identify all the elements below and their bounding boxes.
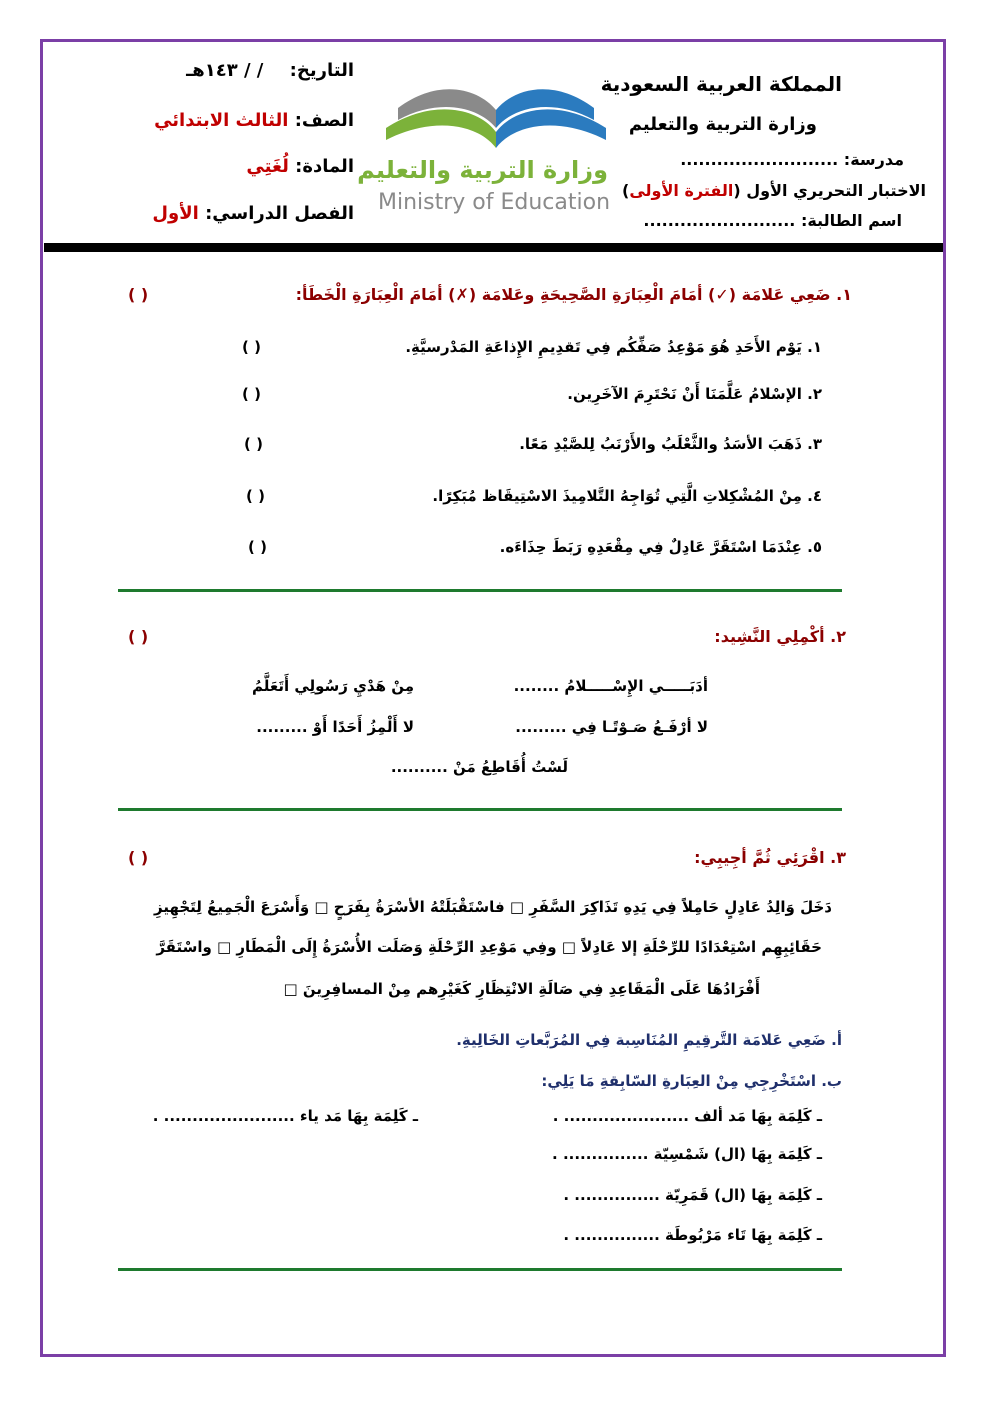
school-label: مدرسة: <box>843 150 904 169</box>
q2-score: ( ) <box>128 627 149 646</box>
b-item-4[interactable]: ـ كَلِمَة بِهَا (ال) قَمَرِيّة ............... . <box>563 1186 822 1204</box>
school-line <box>680 150 904 169</box>
b-item-5[interactable]: ـ كَلِمَة بِهَا تَاء مَرْبُوطَة ............... . <box>563 1226 822 1244</box>
q2-title: ٢. أكْمِلِي النَّشِيد: <box>714 627 846 646</box>
q1-item-2-box[interactable]: ( ) <box>242 385 261 403</box>
q3-divider <box>118 1268 842 1271</box>
student-label: اسم الطالبة: <box>800 211 902 230</box>
grade-line <box>154 110 354 131</box>
q1-item-4-box[interactable]: ( ) <box>246 487 265 505</box>
q1-title: ١. ضَعِي عَلامَة (✓) أمَامَ الْعِبَارَةِ الصَّحِيحَةِ وعَلامَة (✗) أمَامَ الْعِبَارَةِ الْخَطَأ: <box>295 285 852 304</box>
ministry-logo <box>357 58 616 218</box>
date-value: / / ١٤٣هـ <box>186 60 264 81</box>
logo-english-text: Ministry of Education <box>378 190 611 215</box>
q1-divider <box>118 589 842 592</box>
q1-item-3-box[interactable]: ( ) <box>244 435 263 453</box>
school-dots: .......................... <box>680 150 839 169</box>
q2-divider <box>118 808 842 811</box>
poem-line2-left: لا أَلْمِزُ أَحَدًا أَوْ ......... <box>256 718 414 736</box>
date-line <box>186 60 354 81</box>
poem-line3: لَسْتُ أُقَاطِعُ مَنْ .......... <box>390 758 568 776</box>
q3-score: ( ) <box>128 848 149 867</box>
grade-label: الصف: <box>294 110 354 131</box>
passage-line-3: أَفْرَادُهَا عَلَى الْمَقَاعِدِ فِي صَالَةِ الانْتِظَارِ كَغَيْرِهم مِنْ المسافِرِينَ □ <box>283 980 760 998</box>
poem-line2-right: لا أرْفَـعُ صَـوْتًـا فِي ......... <box>515 718 708 736</box>
b-item-3[interactable]: ـ كَلِمَة بِهَا (ال) شَمْسِيّة ............... . <box>552 1145 822 1163</box>
passage-line-2: حَقَائِبِهِم اسْتِعْدَادًا للرِّحْلَةِ إلا عَادِلاً □ وفِي مَوْعِدِ الرِّحْلَةِ وَصَلَت الأُسْرَةُ إِلَى الْمَطَارِ □ واسْتَقَرَّ <box>156 938 822 956</box>
student-dots: ......................... <box>643 211 796 230</box>
subject-line <box>246 156 354 177</box>
semester-value: الأول <box>152 203 199 224</box>
subject-label: المادة: <box>295 156 354 177</box>
logo-arabic-text: وزارة التربية والتعليم <box>357 156 608 184</box>
q3-part-b: ب. اسْتَخْرِجِي مِنْ العِبَارةِ السّابِقةِ مَا يَلِي: <box>541 1072 842 1090</box>
exam-period: الفترة الأولى <box>629 181 734 200</box>
poem-line1-right: أدَبَـــــي الإِسْـــــلامُ ........ <box>513 677 708 695</box>
q1-item-1-box[interactable]: ( ) <box>242 338 261 356</box>
student-line <box>643 211 902 230</box>
date-label: التاريخ: <box>289 60 354 81</box>
semester-label: الفصل الدراسي: <box>205 203 354 224</box>
ministry-title: وزارة التربية والتعليم <box>628 114 817 135</box>
subject-value: لُغَتِي <box>246 156 289 177</box>
b-item-1[interactable]: ـ كَلِمَة بِهَا مَد ألف ...................... . <box>552 1107 822 1125</box>
passage-line-1: دَخَلَ وَالِدُ عَادِلٍ حَامِلاً فِي يَدِهِ تَذَاكِرَ السَّفَرِ □ فاسْتَقْبَلَتْهُ الأسْرَةُ بِفَرَحٍ □ وَأَسْرَعَ الْجَمِيعُ لِتَجْهِيزِ <box>154 898 832 916</box>
poem-line1-left: مِنْ هَدْيِ رَسُولِي أَتَعَلَّمُ <box>252 677 414 695</box>
q1-item-2: ٢. الإسْلامُ عَلَّمَنَا أَنْ نَحْتَرِمَ الآخَرِين. <box>567 385 822 403</box>
exam-prefix: الاختبار التحريري الأول ( <box>733 181 926 200</box>
q1-item-5-box[interactable]: ( ) <box>248 538 267 556</box>
q1-item-3: ٣. ذَهَبَ الأسَدُ والثَّعْلَبُ والأَرْنَبُ لِلصَّيْدِ مَعًا. <box>519 435 822 453</box>
exam-suffix: ) <box>622 181 630 200</box>
q1-item-4: ٤. مِنْ المُشْكِلاتِ الَّتِي تُوَاجِهُ التَّلامِيذَ الاسْتِيقَاظ مُبَكِرًا. <box>432 487 822 505</box>
b-item-2[interactable]: ـ كَلِمَة بِهَا مَد ياء ....................... . <box>152 1107 418 1125</box>
header-divider <box>44 243 943 252</box>
grade-value: الثالث الابتدائي <box>154 110 289 131</box>
q1-item-5: ٥. عِنْدَمَا اسْتَقَرَّ عَادِلٌ فِي مِقْعَدِهِ رَبَطَ حِذَاءَه. <box>499 538 822 556</box>
q3-part-a: أ. ضَعِي عَلامَة التَّرقِيمِ المُنَاسِبة فِي المُرَبَّعاتِ الخَالِيةِ. <box>456 1031 842 1049</box>
q1-score: ( ) <box>128 285 149 304</box>
exam-line <box>622 181 926 200</box>
kingdom-title: المملكة العربية السعودية <box>600 72 842 96</box>
q3-title: ٣. اقْرَئِي ثُمَّ أجِيبِي: <box>694 848 846 867</box>
q1-item-1: ١. يَوْم الأَحَدِ هُوَ مَوْعِدُ صَفِّكُم فِي تَقدِيمِ الإِذاعَةِ المَدْرسيَّةِ. <box>405 338 822 356</box>
semester-line <box>152 203 354 224</box>
